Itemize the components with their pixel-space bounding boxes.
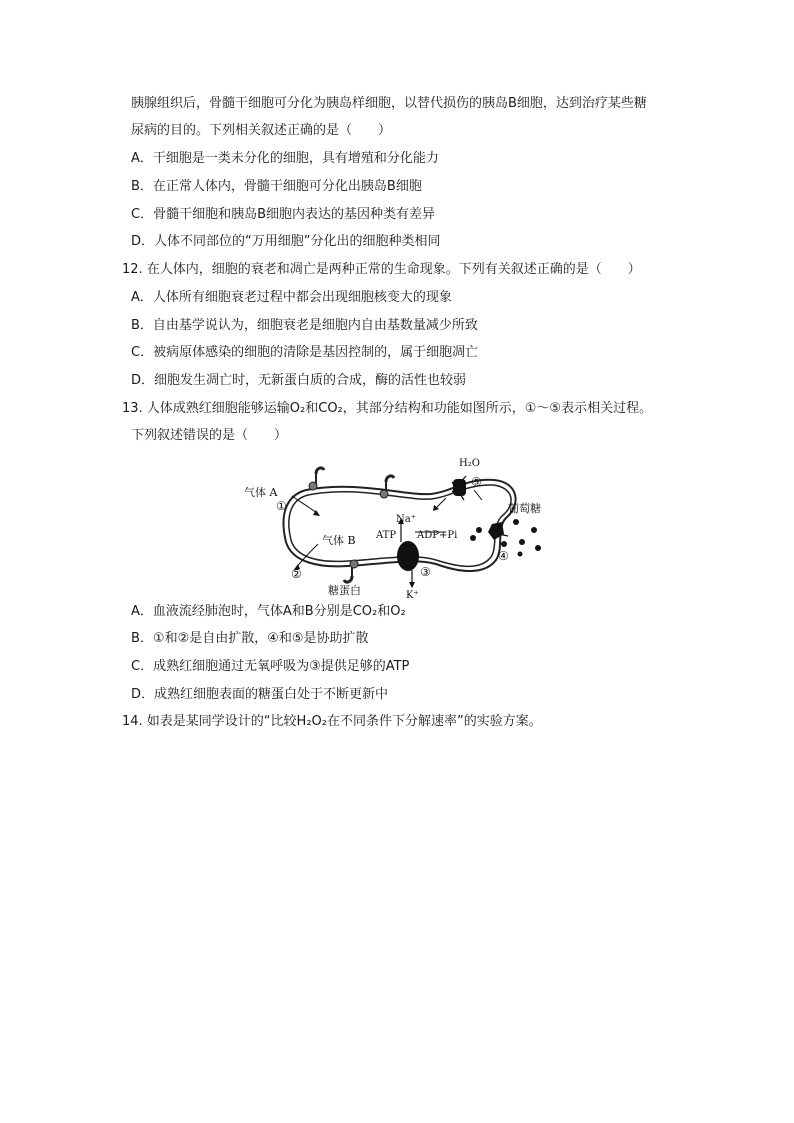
question-11-stem-line-2: 尿病的目的。下列相关叙述正确的是（ ） xyxy=(131,123,392,138)
label-glycoprotein: 糖蛋白 xyxy=(328,584,361,597)
label-na: Na⁺ xyxy=(396,514,416,525)
question-12-option-d: D．细胞发生凋亡时，无新蛋白质的合成，酶的活性也较弱 xyxy=(131,373,467,388)
membrane-protein-3 xyxy=(350,560,358,568)
question-13-stem-line-2: 下列叙述错误的是（ ） xyxy=(131,428,288,443)
question-12-option-c: C．被病原体感染的细胞的清除是基因控制的，属于细胞凋亡 xyxy=(131,345,479,360)
label-k: K⁺ xyxy=(406,590,419,600)
question-13-option-d: D．成熟红细胞表面的糖蛋白处于不断更新中 xyxy=(131,687,389,702)
question-13-option-b: B．①和②是自由扩散，④和⑤是协助扩散 xyxy=(131,631,369,646)
label-circle-4: ④ xyxy=(498,549,509,563)
question-11-option-a: A．干细胞是一类未分化的细胞，具有增殖和分化能力 xyxy=(131,151,439,166)
label-h2o: H₂O xyxy=(459,458,480,469)
question-11-stem-line-1: 胰腺组织后，骨髓干细胞可分化为胰岛样细胞，以替代损伤的胰岛B细胞，达到治疗某些糖 xyxy=(131,96,647,111)
label-circle-5: ⑤ xyxy=(471,475,482,489)
question-12-stem: 12. 在人体内，细胞的衰老和凋亡是两种正常的生命现象。下列有关叙述正确的是（ ） xyxy=(122,262,641,277)
question-13-option-a: A．血液流经肺泡时，气体A和B分别是CO₂和O₂ xyxy=(131,604,406,619)
question-13-option-c: C．成熟红细胞通过无氧呼吸为③提供足够的ATP xyxy=(131,659,410,674)
label-gas-a: 气体 A xyxy=(244,486,278,499)
question-12-option-b: B．自由基学说认为，细胞衰老是细胞内自由基数量减少所致 xyxy=(131,318,478,333)
red-blood-cell-diagram xyxy=(236,452,562,600)
label-circle-2: ② xyxy=(291,567,302,581)
label-atp: ATP xyxy=(376,530,397,541)
label-adp-pi: ADP+Pi xyxy=(417,530,458,541)
label-glucose: 葡萄糖 xyxy=(508,502,541,515)
label-circle-3: ③ xyxy=(420,565,431,579)
question-11-option-d: D．人体不同部位的“万用细胞”分化出的细胞种类相同 xyxy=(131,234,441,249)
membrane-protein-1 xyxy=(309,482,317,490)
question-14-stem: 14. 如表是某同学设计的“比较H₂O₂在不同条件下分解速率”的实验方案。 xyxy=(122,714,542,729)
question-11-option-b: B．在正常人体内，骨髓干细胞可分化出胰岛B细胞 xyxy=(131,179,422,194)
glucose-carrier xyxy=(488,522,504,540)
label-circle-1: ① xyxy=(276,499,287,513)
membrane-protein-2 xyxy=(380,490,388,498)
label-gas-b: 气体 B xyxy=(322,534,356,547)
question-11-option-c: C．骨髓干细胞和胰岛B细胞内表达的基因种类有差异 xyxy=(131,207,435,222)
sodium-potassium-pump xyxy=(397,541,419,571)
question-12-option-a: A．人体所有细胞衰老过程中都会出现细胞核变大的现象 xyxy=(131,290,452,305)
question-13-stem-line-1: 13. 人体成熟红细胞能够运输O₂和CO₂，其部分结构和功能如图所示，①～⑤表示相关过程。 xyxy=(122,401,653,416)
